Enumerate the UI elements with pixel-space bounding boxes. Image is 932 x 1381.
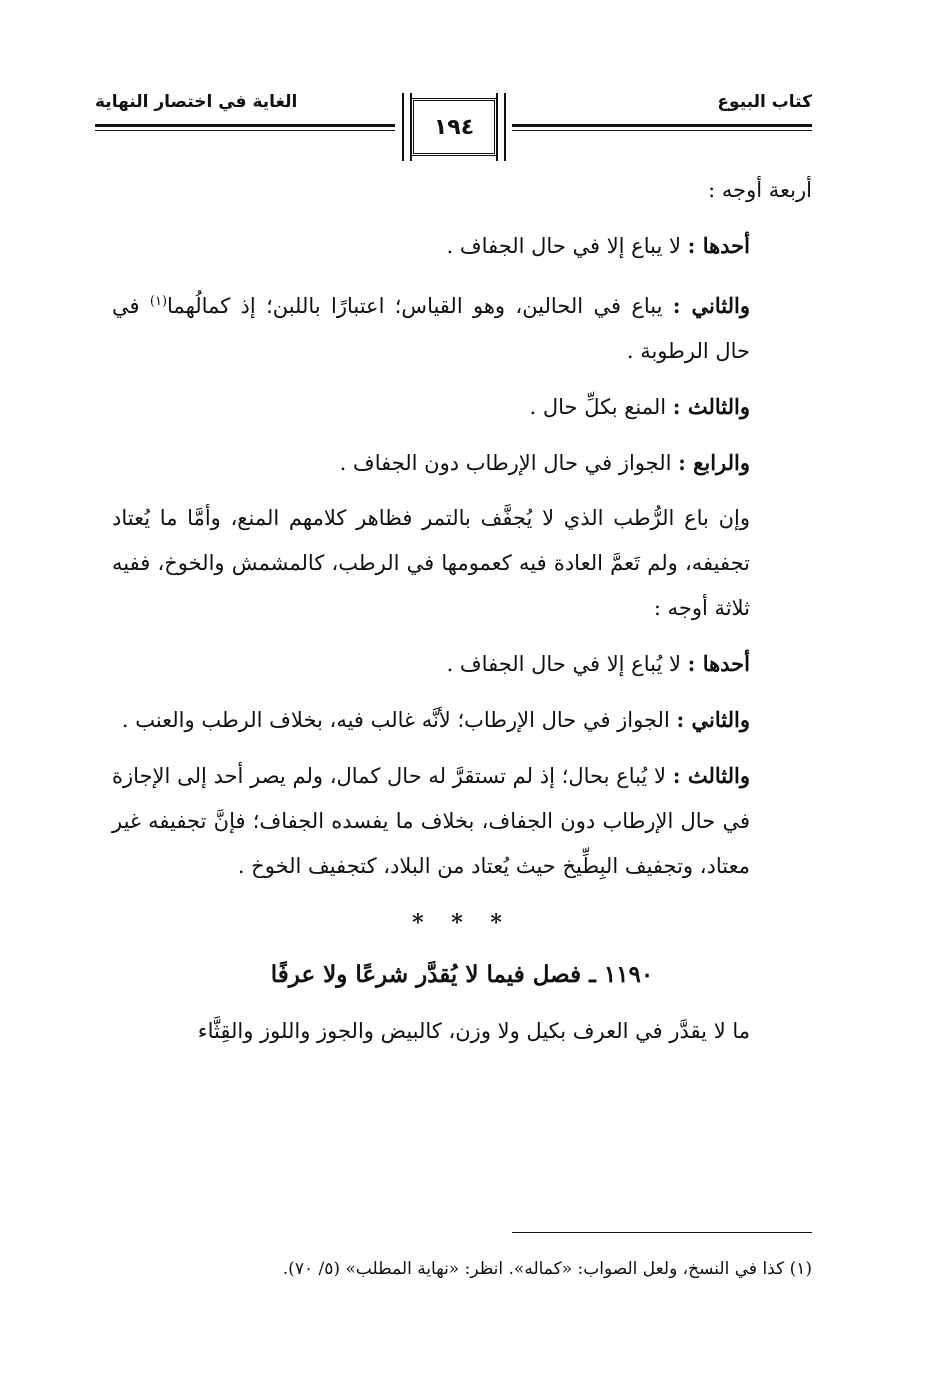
footnote-marker: (١) bbox=[149, 294, 168, 309]
paragraph: والثاني : يباع في الحالين، وهو القياس؛ اعتبارًا باللبن؛ إذ كمالُهما$^{(١)}$ في حال الرطوبة . bbox=[112, 293, 750, 363]
chapter-title: كتاب البيوع bbox=[717, 92, 812, 112]
section-separator: * * * bbox=[412, 910, 512, 936]
paragraph-lead: والثالث : bbox=[672, 763, 750, 788]
header-rule-right bbox=[512, 124, 812, 127]
footnote: (١) كذا في النسخ، ولعل الصواب: «كماله». انظر: «نهاية المطلب» (٥/ ٧٠). bbox=[282, 1259, 812, 1279]
running-header bbox=[95, 84, 812, 160]
paragraph: والثالث : المنع بكلِّ حال . bbox=[529, 394, 750, 419]
book-title: الغاية في اختصار النهاية bbox=[95, 92, 298, 112]
section-heading: ١١٩٠ ـ فصل فيما لا يُقدَّر شرعًا ولا عرفًا bbox=[270, 961, 654, 988]
paragraph: والثالث : لا يُباع بحال؛ إذ لم تستقرَّ له حال كمال، ولم يصر أحد إلى الإجازة في حال الإرطاب دون الجفاف، بخلاف ما يفسده الجفاف؛ فإنَّ تجفيفه غير معتاد، وتجفيف البِطِّيخ حيث يُعتاد من البلاد، كتجفيف الخوخ . bbox=[112, 763, 750, 878]
paragraph: أحدها : لا يباع إلا في حال الجفاف . bbox=[446, 233, 750, 258]
paragraph-lead: والثالث : bbox=[672, 394, 750, 419]
page-number: ١٩٤ bbox=[433, 114, 475, 140]
main-text bbox=[112, 168, 812, 1064]
paragraph: ما لا يقدَّر في العرف بكيل ولا وزن، كالبيض والجوز واللوز والقِثَّاء bbox=[197, 1019, 750, 1043]
paragraph-lead: والثاني : bbox=[676, 707, 750, 732]
paragraph: أربعة أوجه : bbox=[708, 178, 812, 202]
paragraph-lead: أحدها : bbox=[687, 233, 750, 258]
paragraph-lead: والرابع : bbox=[678, 450, 750, 475]
paragraph-lead: والثاني : bbox=[672, 293, 750, 318]
footnote-rule bbox=[512, 1232, 812, 1233]
paragraph: والثاني : الجواز في حال الإرطاب؛ لأنَّه غالب فيه، بخلاف الرطب والعنب . bbox=[121, 707, 750, 732]
paragraph: وإن باع الرُّطب الذي لا يُجفَّف بالتمر فظاهر كلامهم المنع، وأمَّا ما يُعتاد تجفيفه، ولم تَعمَّ العادة فيه كعمومها في الرطب، كالمشمش والخوخ، ففيه ثلاثة أوجه : bbox=[112, 506, 750, 620]
paragraph-lead: أحدها : bbox=[687, 651, 750, 676]
paragraph: أحدها : لا يُباع إلا في حال الجفاف . bbox=[446, 651, 750, 676]
paragraph: والرابع : الجواز في حال الإرطاب دون الجفاف . bbox=[339, 450, 750, 475]
page-number-frame bbox=[411, 98, 497, 156]
header-rule-left bbox=[95, 124, 395, 127]
